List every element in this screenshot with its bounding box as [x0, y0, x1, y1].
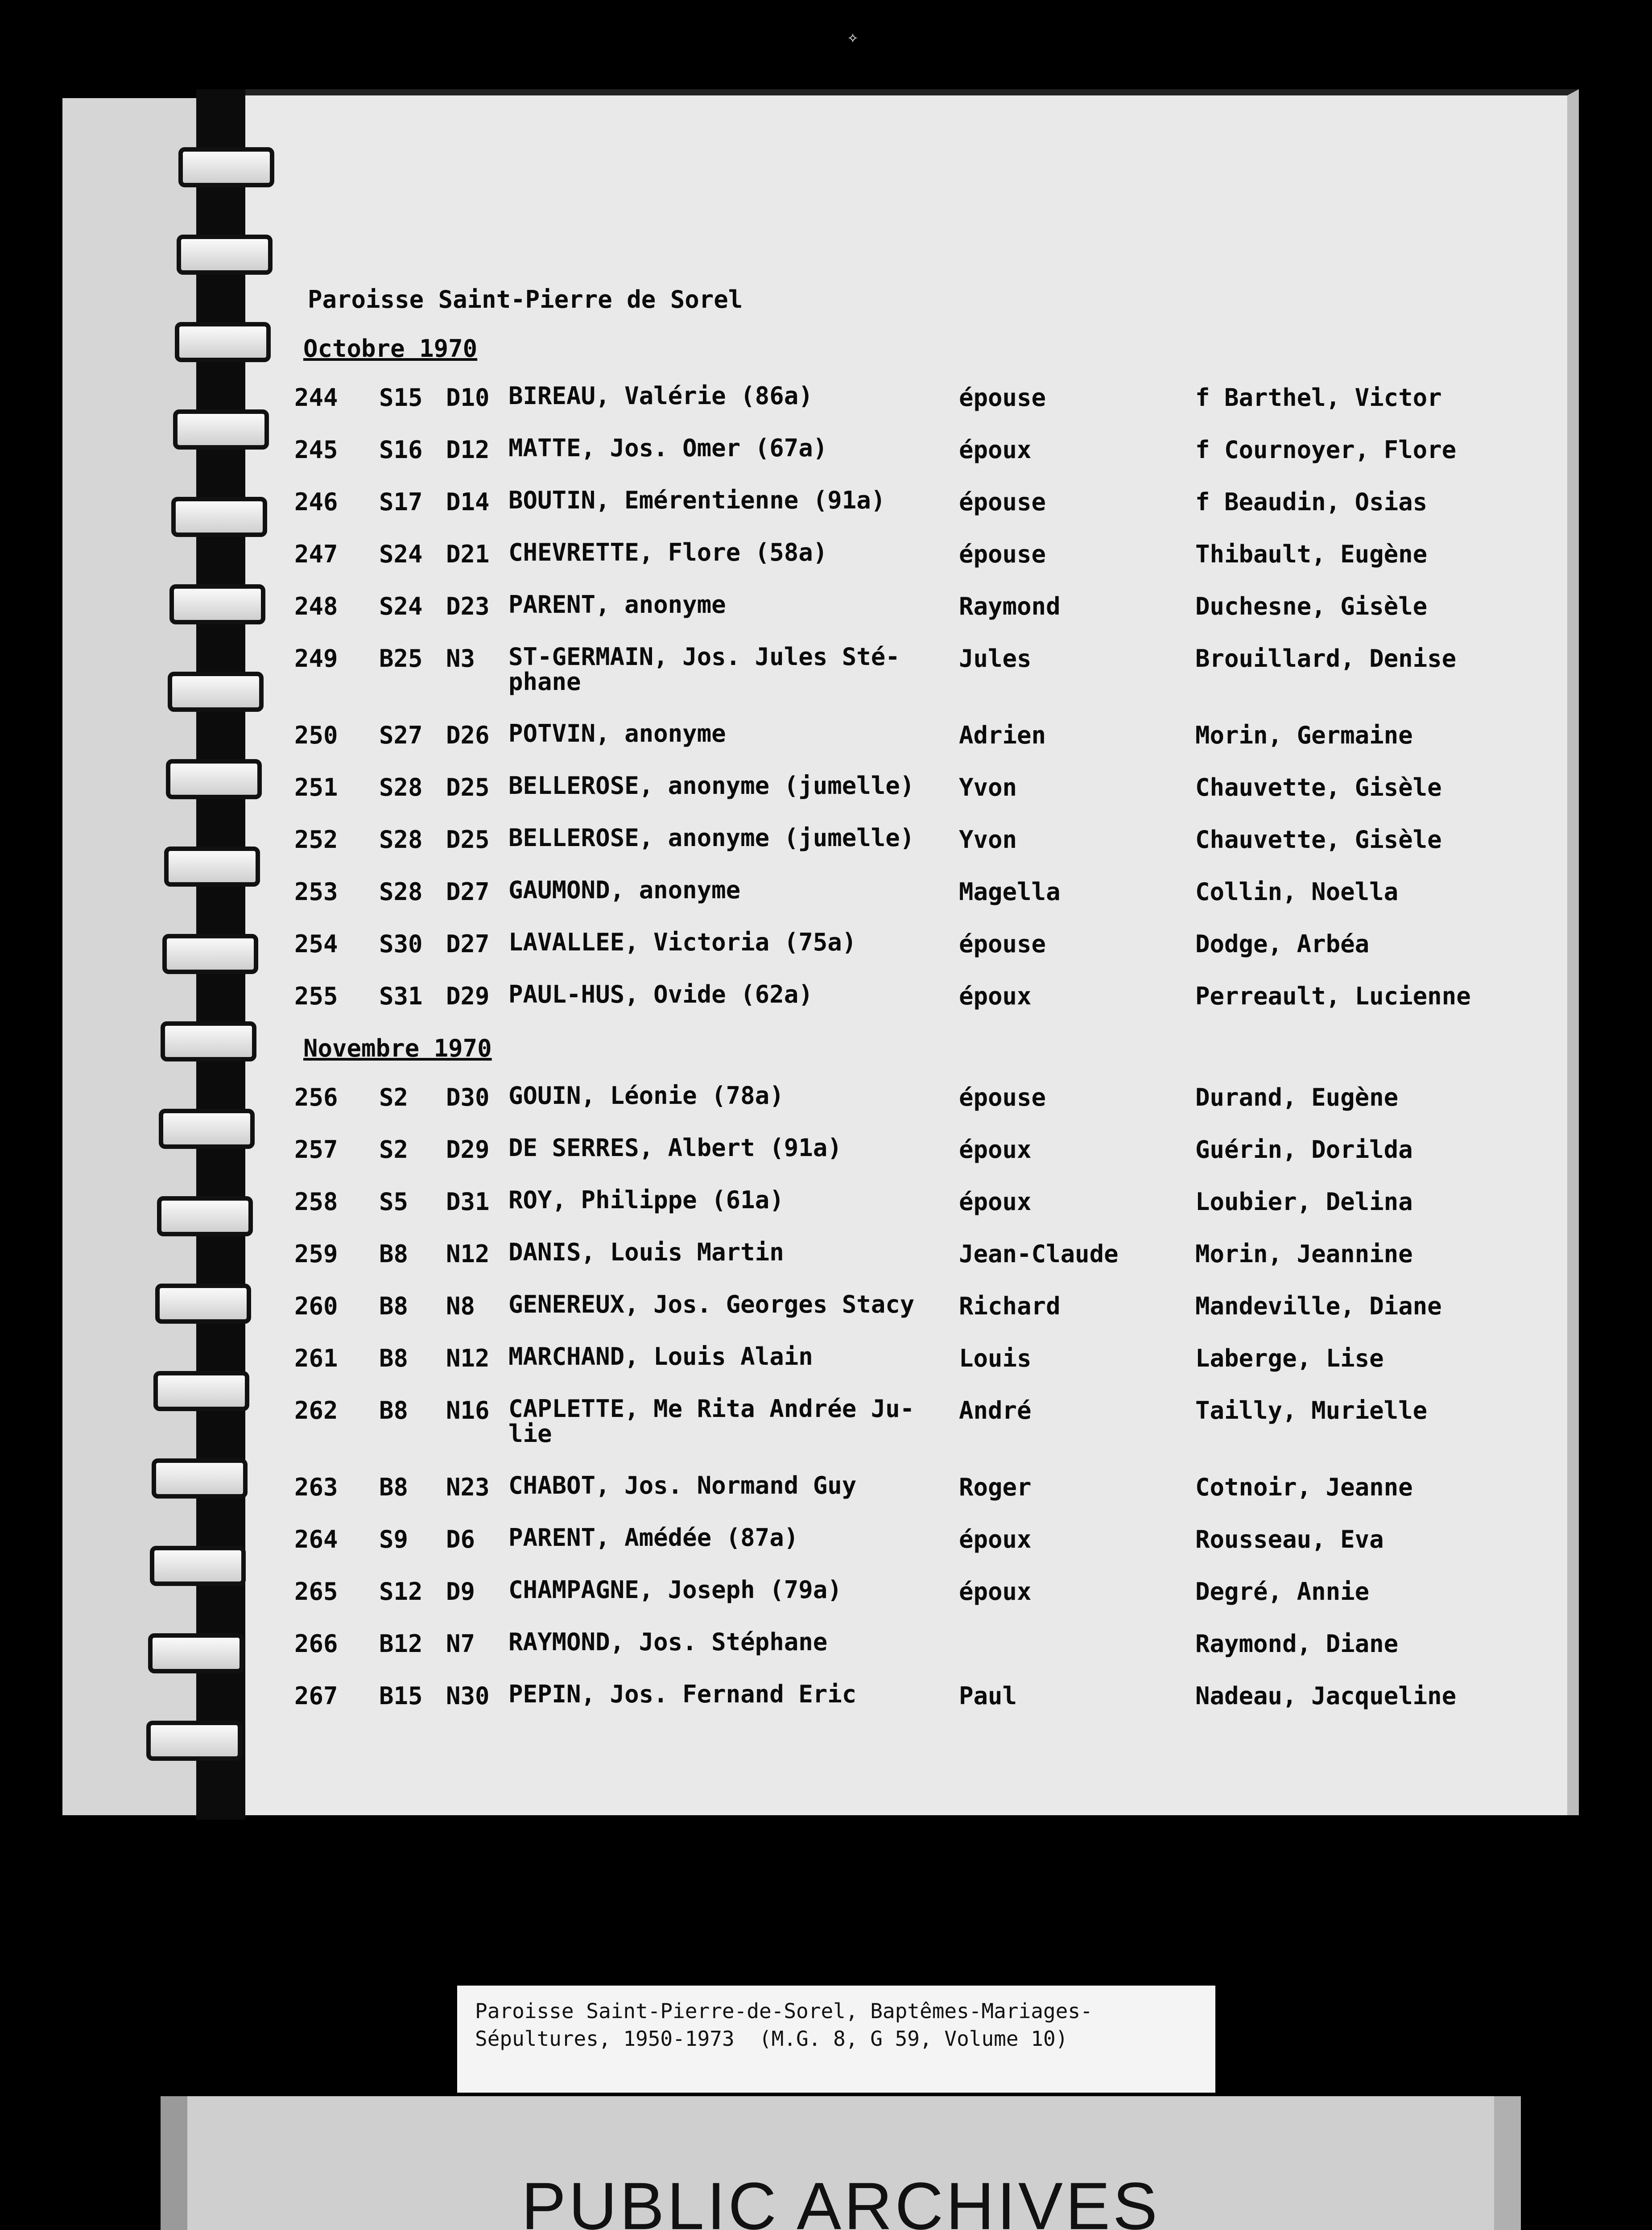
register-row: [241, 930, 1525, 979]
entry-type: S24: [379, 592, 423, 620]
entry-relation: Magella: [959, 878, 1061, 906]
register-row: [241, 1344, 1525, 1393]
entry-relation: Yvon: [959, 826, 1017, 854]
entry-other: f Beaudin, Osias: [1195, 488, 1428, 516]
entry-type: B8: [379, 1344, 409, 1372]
entry-date: D27: [446, 878, 490, 906]
entry-date: D30: [446, 1083, 490, 1111]
entry-date: D10: [446, 384, 490, 412]
register-row: [241, 1630, 1525, 1679]
film-mark-icon: ✧: [847, 27, 859, 47]
month-heading: Octobre 1970: [303, 334, 478, 363]
entry-date: D25: [446, 826, 490, 854]
entry-date: D9: [446, 1578, 475, 1606]
entry-other: Duchesne, Gisèle: [1195, 592, 1428, 620]
entry-num: 256: [294, 1083, 338, 1111]
reference-line-2: Sépultures, 1950-1973 (M.G. 8, G 59, Volume 10): [475, 2027, 1068, 2051]
register-row: [241, 1473, 1525, 1522]
register-row: [241, 592, 1525, 641]
entry-other: Morin, Germaine: [1195, 721, 1413, 749]
entry-num: 260: [294, 1292, 338, 1320]
entry-other: Thibault, Eugène: [1195, 540, 1428, 568]
entry-num: 250: [294, 721, 338, 749]
entry-relation: Richard: [959, 1292, 1061, 1320]
entry-type: S5: [379, 1188, 409, 1216]
entry-type: S30: [379, 930, 423, 958]
entry-date: N23: [446, 1473, 490, 1501]
entry-relation: époux: [959, 436, 1032, 464]
entry-type: S17: [379, 488, 423, 516]
entry-num: 263: [294, 1473, 338, 1501]
entry-num: 248: [294, 592, 338, 620]
entry-relation: Raymond: [959, 592, 1061, 620]
entry-relation: époux: [959, 1188, 1032, 1216]
register-row: [241, 436, 1525, 485]
entry-num: 246: [294, 488, 338, 516]
entry-type: B12: [379, 1630, 423, 1658]
entry-relation: épouse: [959, 930, 1046, 958]
entry-name: CHEVRETTE, Flore (58a): [508, 538, 828, 566]
entry-num: 255: [294, 982, 338, 1010]
entry-type: S28: [379, 878, 423, 906]
entry-num: 266: [294, 1630, 338, 1658]
entry-date: N12: [446, 1240, 490, 1268]
register-row: [241, 878, 1525, 927]
entry-date: D26: [446, 721, 490, 749]
entry-type: B8: [379, 1292, 409, 1320]
entry-num: 265: [294, 1578, 338, 1606]
entry-date: D29: [446, 982, 490, 1010]
entry-name: DE SERRES, Albert (91a): [508, 1134, 842, 1162]
register-row: [241, 982, 1525, 1031]
register-row: [241, 644, 1525, 694]
entry-name: GOUIN, Léonie (78a): [508, 1082, 784, 1110]
archives-banner: [161, 2096, 1521, 2230]
entry-num: 258: [294, 1188, 338, 1216]
entry-date: N16: [446, 1396, 490, 1425]
entry-other: Loubier, Delina: [1195, 1188, 1413, 1216]
entry-type: S2: [379, 1136, 409, 1164]
entry-date: D14: [446, 488, 490, 516]
entry-num: 264: [294, 1525, 338, 1553]
binder-ring: [157, 1196, 253, 1236]
entry-type: S9: [379, 1525, 409, 1553]
entry-other: Collin, Noella: [1195, 878, 1399, 906]
entry-name: DANIS, Louis Martin: [508, 1238, 784, 1266]
entry-num: 245: [294, 436, 338, 464]
entry-name: CAPLETTE, Me Rita Andrée Ju-lie: [508, 1395, 915, 1448]
entry-other: f Barthel, Victor: [1195, 384, 1442, 412]
register-row: [241, 1083, 1525, 1132]
binder-ring: [153, 1371, 249, 1411]
entry-other: Tailly, Murielle: [1195, 1396, 1428, 1425]
entry-num: 254: [294, 930, 338, 958]
entry-num: 253: [294, 878, 338, 906]
entry-type: B8: [379, 1396, 409, 1425]
entry-other: Brouillard, Denise: [1195, 644, 1457, 673]
binder-ring: [155, 1284, 251, 1324]
entry-name: GAUMOND, anonyme: [508, 876, 741, 904]
banner-line-1: PUBLIC ARCHIVES: [521, 2168, 1161, 2230]
binder-ring: [152, 1458, 248, 1499]
entry-type: S27: [379, 721, 423, 749]
month-heading: Novembre 1970: [303, 1034, 492, 1062]
register-row: [241, 1682, 1525, 1731]
entry-name: MATTE, Jos. Omer (67a): [508, 434, 828, 462]
entry-name: MARCHAND, Louis Alain: [508, 1342, 813, 1371]
entry-relation: époux: [959, 1136, 1032, 1164]
register-row: [241, 773, 1525, 822]
entry-date: D21: [446, 540, 490, 568]
register-row: [241, 721, 1525, 770]
entry-type: S12: [379, 1578, 423, 1606]
register-row: [241, 1292, 1525, 1341]
entry-relation: épouse: [959, 384, 1046, 412]
entry-date: D12: [446, 436, 490, 464]
entry-relation: Jules: [959, 644, 1032, 673]
entry-other: f Cournoyer, Flore: [1195, 436, 1457, 464]
entry-name: PAUL-HUS, Ovide (62a): [508, 980, 813, 1008]
entry-type: S24: [379, 540, 423, 568]
entry-other: Guérin, Dorilda: [1195, 1136, 1413, 1164]
entry-type: S28: [379, 826, 423, 854]
entry-relation: épouse: [959, 488, 1046, 516]
entry-other: Nadeau, Jacqueline: [1195, 1682, 1457, 1710]
entry-type: B8: [379, 1473, 409, 1501]
register-row: [241, 1240, 1525, 1289]
entry-relation: Paul: [959, 1682, 1017, 1710]
entry-other: Chauvette, Gisèle: [1195, 826, 1442, 854]
entry-name: BELLEROSE, anonyme (jumelle): [508, 824, 915, 852]
entry-num: 252: [294, 826, 338, 854]
entry-name: CHABOT, Jos. Normand Guy: [508, 1471, 857, 1499]
entry-relation: épouse: [959, 1083, 1046, 1111]
binder-ring: [146, 1721, 242, 1761]
entry-date: D27: [446, 930, 490, 958]
entry-type: S16: [379, 436, 423, 464]
entry-other: Morin, Jeannine: [1195, 1240, 1413, 1268]
entry-num: 251: [294, 773, 338, 801]
reference-label: [457, 1986, 1215, 2093]
register-row: [241, 384, 1525, 433]
entry-name: ST-GERMAIN, Jos. Jules Sté-phane: [508, 643, 900, 696]
entry-relation: Adrien: [959, 721, 1046, 749]
entry-relation: André: [959, 1396, 1032, 1425]
entry-num: 261: [294, 1344, 338, 1372]
entry-relation: Roger: [959, 1473, 1032, 1501]
entry-name: GENEREUX, Jos. Georges Stacy: [508, 1290, 915, 1318]
entry-type: S31: [379, 982, 423, 1010]
register-row: [241, 1525, 1525, 1574]
entry-other: Durand, Eugène: [1195, 1083, 1399, 1111]
entry-other: Rousseau, Eva: [1195, 1525, 1384, 1553]
entry-name: PEPIN, Jos. Fernand Eric: [508, 1680, 857, 1708]
entry-date: D31: [446, 1188, 490, 1216]
entry-date: N12: [446, 1344, 490, 1372]
entry-date: D23: [446, 592, 490, 620]
entry-num: 262: [294, 1396, 338, 1425]
register-row: [241, 488, 1525, 537]
binder-ring: [178, 147, 274, 187]
page-title: Paroisse Saint-Pierre de Sorel: [308, 285, 743, 314]
entry-type: B8: [379, 1240, 409, 1268]
entry-num: 257: [294, 1136, 338, 1164]
entry-name: PARENT, Amédée (87a): [508, 1524, 799, 1552]
entry-type: S2: [379, 1083, 409, 1111]
entry-date: D25: [446, 773, 490, 801]
entry-relation: Louis: [959, 1344, 1032, 1372]
entry-other: Dodge, Arbéa: [1195, 930, 1370, 958]
entry-relation: Jean-Claude: [959, 1240, 1119, 1268]
entry-date: N3: [446, 644, 475, 673]
register-row: [241, 1136, 1525, 1185]
entry-other: Chauvette, Gisèle: [1195, 773, 1442, 801]
entry-date: N30: [446, 1682, 490, 1710]
entry-other: Cotnoir, Jeanne: [1195, 1473, 1413, 1501]
entry-type: B15: [379, 1682, 423, 1710]
entry-name: POTVIN, anonyme: [508, 719, 726, 747]
entry-name: RAYMOND, Jos. Stéphane: [508, 1628, 828, 1656]
entry-num: 267: [294, 1682, 338, 1710]
entry-name: CHAMPAGNE, Joseph (79a): [508, 1576, 842, 1604]
entry-date: N7: [446, 1630, 475, 1658]
entry-name: BIREAU, Valérie (86a): [508, 382, 813, 410]
binder-ring: [148, 1633, 244, 1673]
entry-relation: Yvon: [959, 773, 1017, 801]
reference-line-1: Paroisse Saint-Pierre-de-Sorel, Baptêmes-Mariages-: [475, 1999, 1093, 2023]
entry-other: Raymond, Diane: [1195, 1630, 1399, 1658]
binder-ring: [175, 322, 271, 362]
entry-name: BOUTIN, Emérentienne (91a): [508, 486, 886, 514]
entry-type: B25: [379, 644, 423, 673]
binder-ring: [177, 235, 273, 275]
entry-name: BELLEROSE, anonyme (jumelle): [508, 772, 915, 800]
register-row: [241, 826, 1525, 875]
entry-date: N8: [446, 1292, 475, 1320]
entry-num: 249: [294, 644, 338, 673]
entry-other: Degré, Annie: [1195, 1578, 1370, 1606]
binder-ring: [159, 1109, 255, 1149]
entry-name: PARENT, anonyme: [508, 591, 726, 619]
entry-num: 244: [294, 384, 338, 412]
entry-num: 247: [294, 540, 338, 568]
entry-other: Laberge, Lise: [1195, 1344, 1384, 1372]
entry-relation: époux: [959, 1525, 1032, 1553]
entry-name: LAVALLEE, Victoria (75a): [508, 928, 857, 956]
entry-relation: époux: [959, 982, 1032, 1010]
register-row: [241, 540, 1525, 589]
entry-name: ROY, Philippe (61a): [508, 1186, 784, 1214]
entry-relation: épouse: [959, 540, 1046, 568]
entry-type: S28: [379, 773, 423, 801]
register-row: [241, 1188, 1525, 1237]
binder-ring: [150, 1546, 246, 1586]
register-row: [241, 1395, 1525, 1448]
entry-num: 259: [294, 1240, 338, 1268]
entry-relation: époux: [959, 1578, 1032, 1606]
entry-other: Perreault, Lucienne: [1195, 982, 1471, 1010]
register-row: [241, 1578, 1525, 1627]
entry-other: Mandeville, Diane: [1195, 1292, 1442, 1320]
entry-type: S15: [379, 384, 423, 412]
entry-date: D6: [446, 1525, 475, 1553]
entry-date: D29: [446, 1136, 490, 1164]
